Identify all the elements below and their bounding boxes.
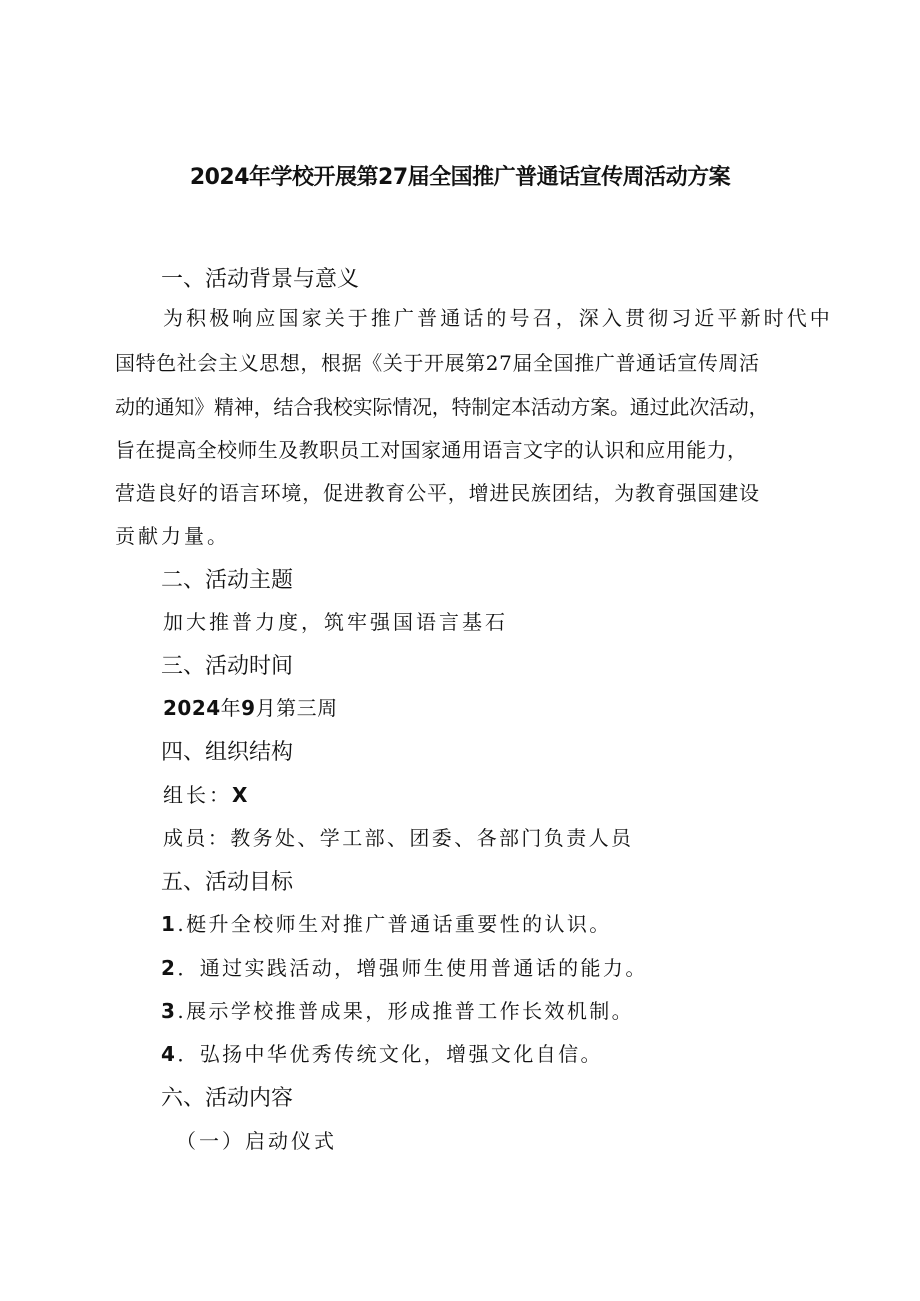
goal-number: 2	[161, 956, 178, 980]
leader-label: 组长：	[163, 783, 232, 807]
goal-number: 3	[161, 999, 178, 1023]
section-heading-time: 三、活动时间	[161, 654, 294, 679]
org-leader	[163, 779, 250, 808]
goal-text: .展示学校推普成果，形成推普工作长效机制。	[177, 999, 635, 1023]
paragraph-line: 旨在提高全校师生及教职员工对国家通用语言文字的认识和应用能力，	[115, 438, 748, 462]
goal-text: .梃升全校师生对推广普通话重要性的认识。	[177, 912, 612, 936]
goal-item	[161, 952, 648, 981]
paragraph-line: 营造良好的语言环境，促进教育公平，增进民族团结，为教育强国建设	[115, 481, 760, 505]
document-title: 2024年学校开展第27届全国推广普通话宣传周活动方案	[189, 165, 731, 190]
goal-number: 1	[161, 912, 178, 936]
section-heading-theme: 二、活动主题	[161, 568, 294, 593]
org-members: 成员：教务处、学工部、团委、各部门负责人员	[163, 826, 634, 850]
section-heading-organization: 四、组织结构	[161, 740, 294, 765]
time-month: 9	[241, 696, 256, 720]
paragraph-line: 贡献力量。	[115, 524, 230, 548]
goal-item	[161, 908, 612, 937]
section-heading-goals: 五、活动目标	[161, 870, 294, 895]
goal-item	[161, 995, 634, 1024]
time-year-suffix: 年	[220, 696, 242, 720]
goal-text: ．弘扬中华优秀传统文化，增强文化自信。	[177, 1042, 603, 1066]
time-year: 2024	[163, 696, 221, 720]
paragraph-line: 为积极响应国家关于推广普通话的号召，深入贯彻习近平新时代中	[163, 306, 833, 330]
goal-text: ．通过实践活动，增强师生使用普通话的能力。	[177, 956, 648, 980]
goal-number: 4	[161, 1042, 178, 1066]
goal-item	[161, 1038, 603, 1067]
activity-time	[163, 692, 338, 721]
sub-heading-launch: （一）启动仪式	[176, 1129, 337, 1153]
time-rest: 月第三周	[255, 696, 338, 720]
leader-value: X	[232, 783, 251, 807]
section-heading-background: 一、活动背景与意义	[161, 267, 360, 292]
theme-text: 加大推普力度，筑牢强国语言基石	[163, 610, 508, 634]
paragraph-line: 国特色社会主义思想，根据《关于开展第27届全国推广普通话宣传周活	[115, 351, 760, 375]
paragraph-line: 动的通知》精神，结合我校实际情况，特制定本活动方案。通过此次活动，	[115, 395, 769, 419]
section-heading-content: 六、活动内容	[161, 1086, 294, 1111]
